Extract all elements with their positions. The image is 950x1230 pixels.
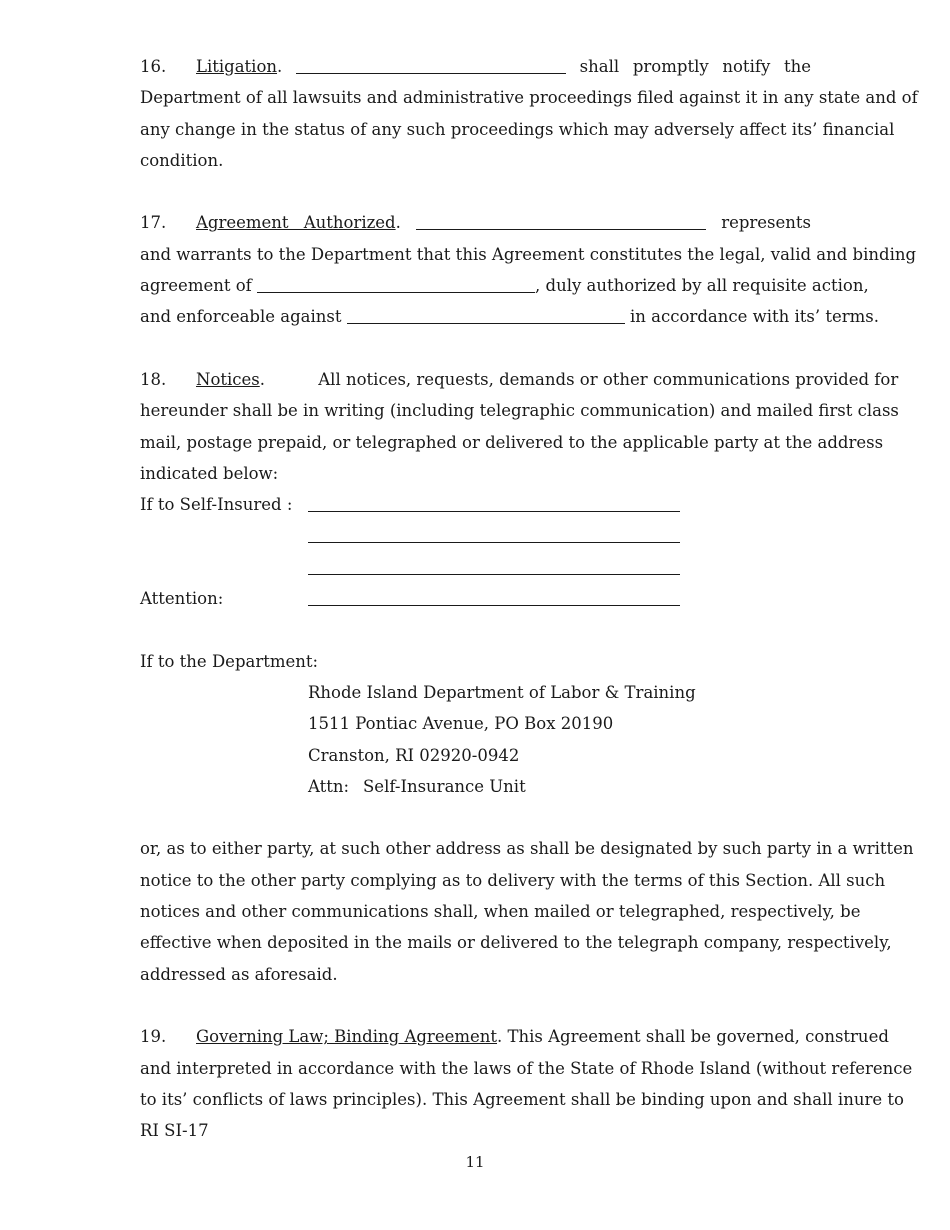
party-name-blank[interactable]	[296, 55, 566, 74]
section-number: 17.	[140, 213, 167, 233]
attention-row	[140, 583, 811, 614]
notices-paragraph-line-4: effective when deposited in the mails or delivered to the telegraph company, respectively,	[140, 933, 892, 953]
section-number: 18.	[140, 369, 167, 389]
section-17-line-3: agreement of , duly authorized by all requisite action,	[140, 276, 869, 296]
section-19-line-2: and interpreted in accordance with the laws of the State of Rhode Island (without reference	[140, 1058, 913, 1078]
section-18-line-3: mail, postage prepaid, or telegraphed or delivered to the applicable party at the address	[140, 432, 884, 452]
section-17-line-2: and warrants to the Department that this Agreement constitutes the legal, valid and binding	[140, 244, 917, 264]
party-name-blank[interactable]	[257, 274, 535, 293]
section-title: Notices	[196, 369, 260, 389]
section-16-line-1: 16. Litigation. shall promptly notify the	[140, 51, 811, 82]
self-insured-address-row-3	[140, 552, 811, 583]
section-16-line-2: Department of all lawsuits and administrative proceedings filed against it in any state and of	[140, 88, 918, 108]
self-insured-address-row-2	[140, 520, 811, 551]
page-number: 11	[465, 1153, 485, 1171]
self-insured-address-field[interactable]	[308, 524, 680, 543]
section-18-line-1: 18. Notices. All notices, requests, demands or other communications provided for	[140, 364, 811, 395]
party-name-blank[interactable]	[416, 211, 706, 230]
department-address-line-2: 1511 Pontiac Avenue, PO Box 20190	[308, 714, 614, 734]
department-address-line-1: Rhode Island Department of Labor & Training	[308, 682, 696, 702]
self-insured-label: If to Self-Insured :	[140, 495, 293, 515]
form-id: RI SI-17	[140, 1121, 209, 1141]
self-insured-address-row-1	[140, 489, 811, 520]
section-17-line-1: 17. Agreement Authorized. represents	[140, 207, 811, 238]
notices-paragraph-line-3: notices and other communications shall, when mailed or telegraphed, respectively, be	[140, 902, 861, 922]
department-label: If to the Department:	[140, 651, 319, 671]
document-page	[140, 51, 918, 1146]
self-insured-address-field[interactable]	[308, 556, 680, 575]
department-attn-line: Attn: Self-Insurance Unit	[308, 776, 526, 796]
section-title: Litigation	[196, 57, 278, 76]
attention-field[interactable]	[308, 587, 680, 606]
attention-label: Attention:	[140, 589, 224, 609]
section-title: Governing Law; Binding Agreement	[196, 1027, 498, 1047]
notices-paragraph-line-5: addressed as aforesaid.	[140, 964, 338, 984]
department-address-line-3: Cranston, RI 02920-0942	[308, 745, 520, 765]
section-18-line-2: hereunder shall be in writing (including telegraphic communication) and mailed first class	[140, 401, 899, 421]
section-16-line-3: any change in the status of any such proceedings which may adversely affect its’ financial	[140, 119, 895, 139]
party-name-blank[interactable]	[347, 305, 625, 324]
section-19-line-3: to its’ conflicts of laws principles). This Agreement shall be binding upon and shall inure to	[140, 1089, 904, 1109]
section-number: 16.	[140, 57, 167, 76]
section-title: Agreement Authorized	[196, 213, 396, 233]
section-18-line-4: indicated below:	[140, 463, 279, 483]
self-insured-address-field[interactable]	[308, 493, 680, 512]
section-17-line-4: and enforceable against in accordance with its’ terms.	[140, 307, 880, 327]
notices-paragraph-line-2: notice to the other party complying as to delivery with the terms of this Section. All such	[140, 870, 886, 890]
section-19-line-1: 19. Governing Law; Binding Agreement. This Agreement shall be governed, construed	[140, 1021, 811, 1052]
notices-paragraph-line-1: or, as to either party, at such other address as shall be designated by such party in a written	[140, 839, 914, 859]
section-16-line-4: condition.	[140, 150, 224, 170]
section-number: 19.	[140, 1027, 167, 1047]
